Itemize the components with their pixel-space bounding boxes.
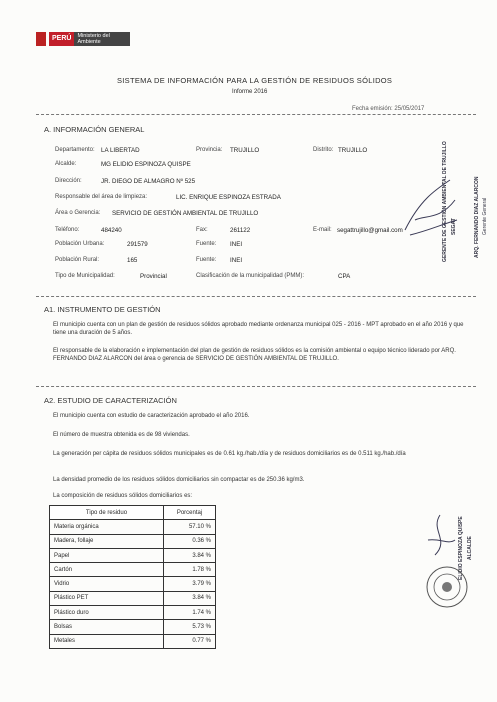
residuo-pct: 1.74 %	[164, 606, 216, 620]
fuente1-label: Fuente:	[196, 241, 217, 247]
table-row	[50, 620, 216, 634]
a1-paragraph-1: El municipio cuenta con un plan de gestión de residuos sólidos aprobado mediante ordenanza municipal 025 - 2016 - MPT aprobado en el año 2016 y que tiene una duración de 5 años.	[53, 322, 464, 336]
stamp-line-6: ALCALDE	[467, 536, 473, 560]
responsable-value: LIC. ENRIQUE ESPINOZA ESTRADA	[176, 194, 281, 201]
a2-paragraph-2: El número de muestra obtenida es de 98 viviendas.	[53, 432, 190, 438]
residuo-tipo: Papel	[50, 548, 164, 562]
residuo-tipo: Bolsas	[50, 620, 164, 634]
direccion-label: Dirección:	[55, 178, 82, 184]
residuo-tipo: Madera, follaje	[50, 534, 164, 548]
provincia-value: TRUJILLO	[230, 147, 260, 154]
a2-paragraph-1: El municipio cuenta con estudio de caracterización aprobado el año 2016.	[53, 413, 250, 419]
table-row	[50, 563, 216, 577]
a2-paragraph-3: La generación per cápita de residuos sólidos municipales es de 0.61 kg./hab./día y de residuos domiciliarios es de 0.511 kg./hab./día	[53, 451, 406, 457]
residuo-pct: 3.79 %	[164, 577, 216, 591]
table-row	[50, 591, 216, 605]
stamp-line-3: ARQ. FERNANDO DIAZ ALARCON	[474, 176, 480, 258]
area-value: SERVICIO DE GESTIÓN AMBIENTAL DE TRUJILLO	[112, 210, 259, 217]
residuo-tipo: Metales	[50, 634, 164, 648]
clasif-value: CPA	[338, 273, 351, 280]
provincia-label: Provincia:	[196, 147, 223, 153]
a1-paragraph-2: El responsable de la elaboración e implementación del plan de gestión de residuos sólidos es la comisión ambiental o equipo técnico liderado por ARQ. FERNANDO DIAZ ALARCON del área o gerencia de SERVICIO DE GESTIÓN AMBIENTAL DE TRUJILLO.	[53, 348, 456, 362]
table-header-tipo: Tipo de residuo	[50, 506, 164, 520]
distrito-value: TRUJILLO	[338, 147, 368, 154]
pob-rural-label: Población Rural:	[55, 257, 100, 263]
ministry-logo	[36, 32, 130, 46]
pob-urbana-label: Población Urbana:	[55, 241, 105, 247]
residuo-tipo: Vidrio	[50, 577, 164, 591]
table-row	[50, 534, 216, 548]
divider	[36, 386, 476, 387]
residuo-pct: 5.73 %	[164, 620, 216, 634]
divider	[36, 114, 476, 115]
responsable-label: Responsable del área de limpieza:	[55, 194, 148, 200]
table-row	[50, 548, 216, 562]
section-a2-title: A2. ESTUDIO DE CARACTERIZACIÓN	[44, 396, 177, 405]
residuo-pct: 1.78 %	[164, 563, 216, 577]
emission-date: Fecha emisión: 25/05/2017	[352, 106, 425, 112]
pob-urbana-value: 291579	[127, 241, 148, 248]
brand-country: PERÚ	[49, 32, 74, 46]
residuo-pct: 57.10 %	[164, 520, 216, 534]
table-header-row	[50, 506, 216, 520]
residuo-tipo: Plástico PET	[50, 591, 164, 605]
divider	[36, 296, 476, 297]
signature-upper-icon	[395, 160, 465, 250]
section-a-title: A. INFORMACIÓN GENERAL	[44, 125, 145, 134]
clasif-label: Clasificación de la municipalidad (PMM):	[196, 273, 305, 279]
residuo-pct: 0.36 %	[164, 534, 216, 548]
fax-label: Fax:	[196, 227, 208, 233]
residuo-tipo: Cartón	[50, 563, 164, 577]
residuo-pct: 3.84 %	[164, 548, 216, 562]
brand-ministry: Ministerio del Ambiente	[74, 32, 130, 46]
table-row	[50, 606, 216, 620]
stamp-line-5: ELIDIO ESPINOZA QUISPE	[458, 516, 464, 580]
signature-lower-icon	[420, 510, 460, 570]
section-a1-title: A1. INSTRUMENTO DE GESTIÓN	[44, 305, 161, 314]
distrito-label: Distrito:	[313, 147, 334, 153]
table-row	[50, 520, 216, 534]
stamp-line-2: SEGAT	[451, 218, 457, 235]
residuo-tipo: Plástico duro	[50, 606, 164, 620]
a2-paragraph-5: La composición de residuos sólidos domiciliarios es:	[53, 493, 193, 499]
fuente2-value: INEI	[230, 257, 243, 264]
composition-table	[49, 505, 216, 649]
peru-shield-icon	[36, 32, 46, 46]
table-row	[50, 634, 216, 648]
residuo-pct: 3.84 %	[164, 591, 216, 605]
system-title: SISTEMA DE INFORMACIÓN PARA LA GESTIÓN DE RESIDUOS SÓLIDOS	[117, 76, 393, 85]
email-label: E-mail:	[313, 227, 332, 233]
fax-value: 261122	[230, 227, 251, 234]
alcalde-label: Alcalde:	[55, 161, 77, 167]
stamp-line-1: GERENTE DE GESTIÓN AMBIENTAL DE TRUJILLO	[442, 141, 448, 262]
fuente1-value: INEI	[230, 241, 243, 248]
pob-rural-value: 165	[127, 257, 138, 264]
tipo-label: Tipo de Municipalidad:	[55, 273, 115, 279]
email-value: segattrujillo@gmail.com	[337, 227, 403, 234]
table-row	[50, 577, 216, 591]
a2-paragraph-4: La densidad promedio de los residuos sólidos domiciliarios sin compactar es de 250.36 kg/m3.	[53, 477, 305, 483]
departamento-label: Departamento:	[55, 147, 95, 153]
fuente2-label: Fuente:	[196, 257, 217, 263]
round-seal-icon	[425, 565, 469, 609]
residuo-pct: 0.77 %	[164, 634, 216, 648]
table-header-porcentaje: Porcentaj	[164, 506, 216, 520]
area-label: Área o Gerencia:	[55, 210, 101, 216]
telefono-label: Teléfono:	[55, 227, 80, 233]
report-title: Informe 2016	[232, 89, 268, 95]
residuo-tipo: Materia orgánica	[50, 520, 164, 534]
direccion-value: JR. DIEGO DE ALMAGRO Nº 525	[101, 178, 196, 185]
tipo-value: Provincial	[140, 273, 167, 280]
alcalde-value: MG ELIDIO ESPINOZA QUISPE	[101, 161, 191, 168]
departamento-value: LA LIBERTAD	[101, 147, 140, 154]
stamp-line-4: Gerente General	[482, 197, 488, 235]
telefono-value: 484240	[101, 227, 122, 234]
